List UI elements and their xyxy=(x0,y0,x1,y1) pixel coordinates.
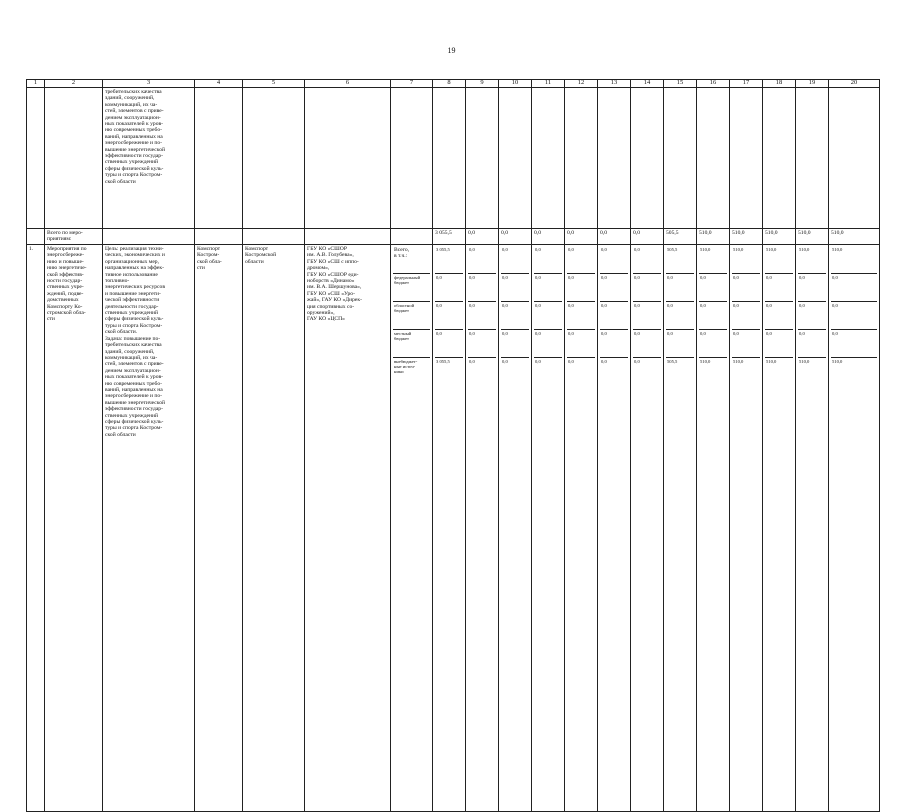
funding-value: 3 055,5 xyxy=(436,359,450,364)
total-row xyxy=(27,229,880,245)
funding-value: 0,0 xyxy=(798,330,826,358)
funding-value: 505,5 xyxy=(666,246,694,274)
funding-value: 0,0 xyxy=(501,274,529,302)
funding-value: 0,0 xyxy=(765,274,793,302)
funding-value: 510,0 xyxy=(765,246,793,274)
funding-value: 510,0 xyxy=(733,359,744,364)
column-header: 16 xyxy=(697,80,730,88)
column-header: 12 xyxy=(565,80,598,88)
responsible-executor: Комспорт Костром- ской обла- сти xyxy=(195,245,243,812)
funding-value: 510,0 xyxy=(799,359,810,364)
funding-value: 0,0 xyxy=(732,274,760,302)
funding-value: 0,0 xyxy=(765,330,793,358)
total-value: 510,0 xyxy=(796,229,829,245)
page-number: 19 xyxy=(447,46,456,55)
funding-value: 0,0 xyxy=(699,330,727,358)
funding-value: 0,0 xyxy=(567,330,595,358)
source-label: федеральный бюджет xyxy=(393,274,430,302)
funding-value: 0,0 xyxy=(634,359,640,364)
column-number-row xyxy=(27,80,880,88)
funding-value: 0,0 xyxy=(600,302,628,330)
funding-value: 0,0 xyxy=(534,274,562,302)
funding-value: 0,0 xyxy=(535,359,541,364)
funding-value: 510,0 xyxy=(831,246,877,274)
funding-value: 510,0 xyxy=(798,246,826,274)
source-label: внебюджет- ные источ- ники xyxy=(394,359,418,375)
funding-value: 0,0 xyxy=(732,302,760,330)
funding-value: 0,0 xyxy=(831,302,877,330)
funding-value: 0,0 xyxy=(600,330,628,358)
funding-value: 510,0 xyxy=(766,359,777,364)
funding-value: 0,0 xyxy=(534,246,562,274)
funding-value: 0,0 xyxy=(600,274,628,302)
total-value: 510,0 xyxy=(697,229,730,245)
measure-number: 1. xyxy=(27,245,45,812)
column-header: 10 xyxy=(499,80,532,88)
total-value: 510,0 xyxy=(829,229,880,245)
funding-value: 0,0 xyxy=(633,330,661,358)
source-label: Всего, в т.ч.: xyxy=(393,246,430,274)
funding-value: 0,0 xyxy=(831,274,877,302)
column-header: 11 xyxy=(532,80,565,88)
funding-value: 0,0 xyxy=(666,302,694,330)
measure-row xyxy=(27,245,880,812)
funding-value: 0,0 xyxy=(468,330,496,358)
funding-value: 0,0 xyxy=(666,330,694,358)
column-header: 15 xyxy=(664,80,697,88)
column-header: 9 xyxy=(466,80,499,88)
funding-value: 0,0 xyxy=(633,302,661,330)
funding-value: 0,0 xyxy=(501,246,529,274)
funding-value: 0,0 xyxy=(468,274,496,302)
funding-value: 0,0 xyxy=(534,302,562,330)
funding-value: 510,0 xyxy=(832,359,843,364)
column-header: 13 xyxy=(598,80,631,88)
funding-value: 0,0 xyxy=(468,246,496,274)
column-header: 8 xyxy=(433,80,466,88)
total-value: 0,0 xyxy=(532,229,565,245)
funding-value: 0,0 xyxy=(798,274,826,302)
funding-value: 0,0 xyxy=(633,246,661,274)
column-header: 14 xyxy=(631,80,664,88)
funding-value: 0,0 xyxy=(435,330,463,358)
funding-value: 0,0 xyxy=(765,302,793,330)
co-executor: Комспорт Костромской области xyxy=(243,245,305,812)
funding-value: 0,0 xyxy=(502,359,508,364)
total-value: 0,0 xyxy=(631,229,664,245)
funding-value: 0,0 xyxy=(468,302,496,330)
total-value: 0,0 xyxy=(499,229,532,245)
funding-value: 0,0 xyxy=(732,330,760,358)
participants: ГБУ КО «СШОР им. А.В. Голубева», ГБУ КО «СШ с иппо- дромом», ГБУ КО «СШОР еди- ноборств «Динамо» им. В.А. Шершунова», ГБУ КО «СШ «Уро- жай», ГАУ КО «Дирек- ция спортивных со- оружений», ГАУ КО «ЦСП» xyxy=(305,245,391,812)
continuation-row xyxy=(27,88,880,229)
funding-value: 0,0 xyxy=(699,302,727,330)
total-value: 510,0 xyxy=(730,229,763,245)
total-value: 0,0 xyxy=(565,229,598,245)
total-value: 0,0 xyxy=(598,229,631,245)
total-value: 510,0 xyxy=(763,229,796,245)
funding-value: 3 055,5 xyxy=(435,246,463,274)
funding-value: 510,0 xyxy=(732,246,760,274)
column-header: 18 xyxy=(763,80,796,88)
funding-value: 0,0 xyxy=(666,274,694,302)
total-label: Всего по меро- приятиям: xyxy=(45,229,103,245)
funding-value: 0,0 xyxy=(567,274,595,302)
funding-value: 0,0 xyxy=(699,274,727,302)
funding-sources xyxy=(391,245,433,812)
column-header: 7 xyxy=(391,80,433,88)
funding-value: 0,0 xyxy=(435,302,463,330)
column-header: 5 xyxy=(243,80,305,88)
funding-value: 505,5 xyxy=(667,359,678,364)
continuation-task-text: требительских качества зданий, сооружений, коммуникаций, их ча- стей, элементов с приве- дением эксплуатацион- ных показателей к уров- ню современных требо- ваний, направленных на энергосбережение и по- вышение энергетической эффективности государ- ственных учреждений сферы физической куль- туры и спорта Костром- ской области xyxy=(103,88,195,229)
total-value: 505,5 xyxy=(664,229,697,245)
total-value: 0,0 xyxy=(466,229,499,245)
measure-name: Мероприятия по энергосбереже- нию и повыше- нию энергетиче- ской эффектив- ности государ- ственных учре- ждений, подве- домственных Комспорту Ко- стромской обла- сти xyxy=(45,245,103,812)
funding-value: 0,0 xyxy=(501,330,529,358)
total-value: 3 055,5 xyxy=(433,229,466,245)
funding-value: 510,0 xyxy=(700,359,711,364)
column-header: 6 xyxy=(305,80,391,88)
funding-value: 510,0 xyxy=(699,246,727,274)
funding-value: 0,0 xyxy=(600,246,628,274)
source-label: местный бюджет xyxy=(393,330,430,358)
column-header: 1 xyxy=(27,80,45,88)
funding-value: 0,0 xyxy=(798,302,826,330)
funding-value: 0,0 xyxy=(534,330,562,358)
column-header: 19 xyxy=(796,80,829,88)
column-header: 3 xyxy=(103,80,195,88)
source-label: областной бюджет xyxy=(393,302,430,330)
funding-value: 0,0 xyxy=(601,359,607,364)
column-header: 4 xyxy=(195,80,243,88)
funding-value: 0,0 xyxy=(831,330,877,358)
funding-value: 0,0 xyxy=(568,359,574,364)
measure-goal: Цель: реализация техни- ческих, экономических и организационных мер, направленных на эффек- тивное использование топливно- энергетических ресурсов и повышение энергети- ческой эффективности деятельности государ- ственных учреждений сферы физической куль- туры и спорта Костром- ской области. Задача: повышение по- требительских качества зданий, сооружений, коммуникаций, их ча- стей, элементов с приве- дением эксплуатацион- ных показателей к уров- ню современных требо- ваний, направленных на энергосбережение и по- вышение энергетической эффективности государ- ственных учреждений сферы физической куль- туры и спорта Костром- ской области xyxy=(103,245,195,812)
column-header: 2 xyxy=(45,80,103,88)
funding-value: 0,0 xyxy=(469,359,475,364)
column-header: 20 xyxy=(829,80,880,88)
funding-value: 0,0 xyxy=(435,274,463,302)
funding-value: 0,0 xyxy=(567,246,595,274)
funding-value: 0,0 xyxy=(567,302,595,330)
funding-value: 0,0 xyxy=(501,302,529,330)
column-header: 17 xyxy=(730,80,763,88)
program-table xyxy=(26,79,880,812)
funding-value: 0,0 xyxy=(633,274,661,302)
